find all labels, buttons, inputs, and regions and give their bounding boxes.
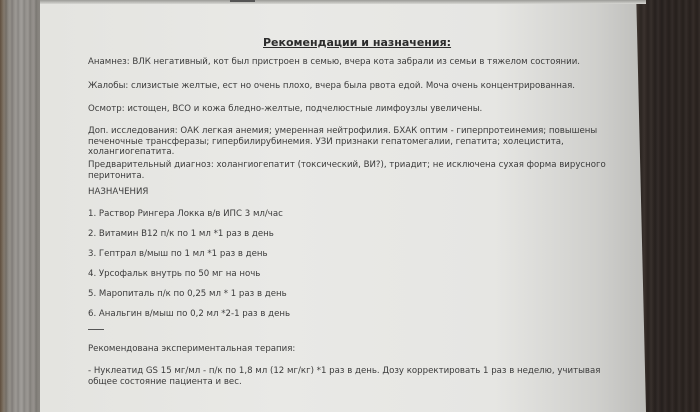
additional-tests-paragraph: Доп. исследования: ОАК легкая анемия; умеренная нейтрофилия. БХАК оптим - гиперпротеинемия; повышены печеночные трансферазы; гипербилирубинемия. УЗИ признаки гепатомегалии, гепатита; холецистита, холангиогепатита. <box>88 126 598 157</box>
prescription-item: 4. Урсофальк внутрь по 50 мг на ночь <box>88 269 261 279</box>
prescription-item: 6. Анальгин в/мыш по 0,2 мл *2-1 раз в день <box>88 309 291 319</box>
experimental-therapy-heading: Рекомендована экспериментальная терапия: <box>88 344 296 354</box>
document-title: Рекомендации и назначения: <box>263 36 452 49</box>
experimental-therapy-paragraph: - Нуклеатид GS 15 мг/мл - п/к по 1,8 мл (12 мг/кг) *1 раз в день. Дозу корректировать 1 раз в неделю, учитывая общее состояние пациента и вес. <box>88 366 601 387</box>
prescription-item: 2. Витамин В12 п/к по 1 мл *1 раз в день <box>88 229 274 239</box>
wooden-surface-left <box>0 0 42 412</box>
examination-paragraph: Осмотр: истощен, ВСО и кожа бледно-желтые, подчелюстные лимфоузлы увеличены. <box>88 104 483 114</box>
prescription-item: 1. Раствор Рингера Локка в/в ИПС 3 мл/час <box>88 209 283 219</box>
prescription-item: 3. Гептрал в/мыш по 1 мл *1 раз в день <box>88 249 268 259</box>
separator-line <box>88 329 104 330</box>
complaints-paragraph: Жалобы: слизистые желтые, ест но очень плохо, вчера была рвота едой. Моча очень концентрированная. <box>88 81 575 91</box>
previous-page-fragment <box>230 0 255 2</box>
prescription-item: 5. Маропиталь п/к по 0,25 мл * 1 раз в день <box>88 289 287 299</box>
prescriptions-heading: НАЗНАЧЕНИЯ <box>88 187 149 197</box>
paper-edge-shadow <box>40 0 646 4</box>
preliminary-diagnosis-paragraph: Предварительный диагноз: холангиогепатит (токсический, ВИ?), триадит; не исключена сухая форма вирусного перитонита. <box>88 160 606 181</box>
anamnesis-paragraph: Анамнез: ВЛК негативный, кот был пристроен в семью, вчера кота забрали из семьи в тяжелом состоянии. <box>88 57 581 67</box>
